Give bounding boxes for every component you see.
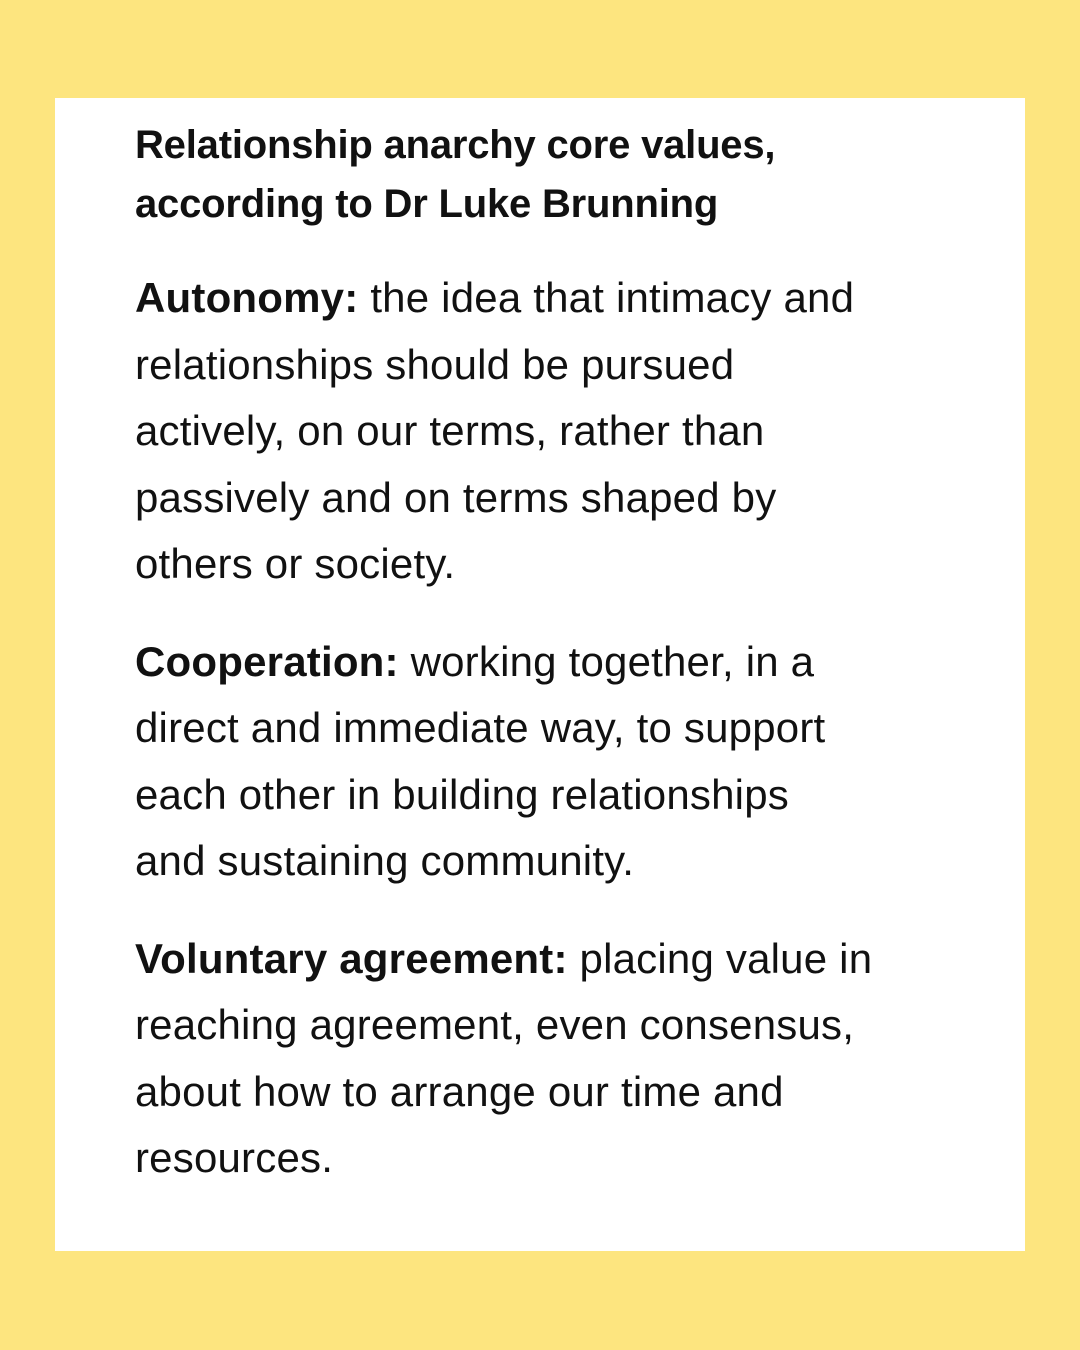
value-term-autonomy: Autonomy: (135, 274, 359, 321)
value-line: reaching agreement, even consensus, (135, 1001, 855, 1048)
value-line: each other in building relationships (135, 770, 789, 818)
value-voluntary-agreement (135, 926, 965, 1192)
content-card (55, 98, 1025, 1251)
value-line: working together, in a (410, 637, 815, 685)
value-line: about how to arrange our time and (135, 1067, 784, 1115)
heading-line-2: according to Dr Luke Brunning (135, 182, 719, 226)
value-line: others or society. (135, 540, 456, 587)
value-cooperation (135, 629, 965, 895)
value-term-cooperation: Cooperation: (135, 637, 399, 685)
value-line: placing value in (579, 934, 873, 982)
value-line: resources. (135, 1134, 334, 1181)
value-line: the idea that intimacy and (370, 274, 855, 321)
heading-line-1: Relationship anarchy core values, (135, 123, 776, 167)
value-term-voluntary-agreement: Voluntary agreement: (135, 934, 568, 982)
value-line: direct and immediate way, to support (135, 704, 826, 751)
value-line: relationships should be pursued (135, 340, 735, 388)
value-line: actively, on our terms, rather than (135, 407, 765, 454)
value-autonomy (135, 265, 965, 598)
value-line: passively and on terms shaped by (135, 473, 777, 521)
value-line: and sustaining community. (135, 837, 635, 884)
heading (135, 116, 965, 234)
